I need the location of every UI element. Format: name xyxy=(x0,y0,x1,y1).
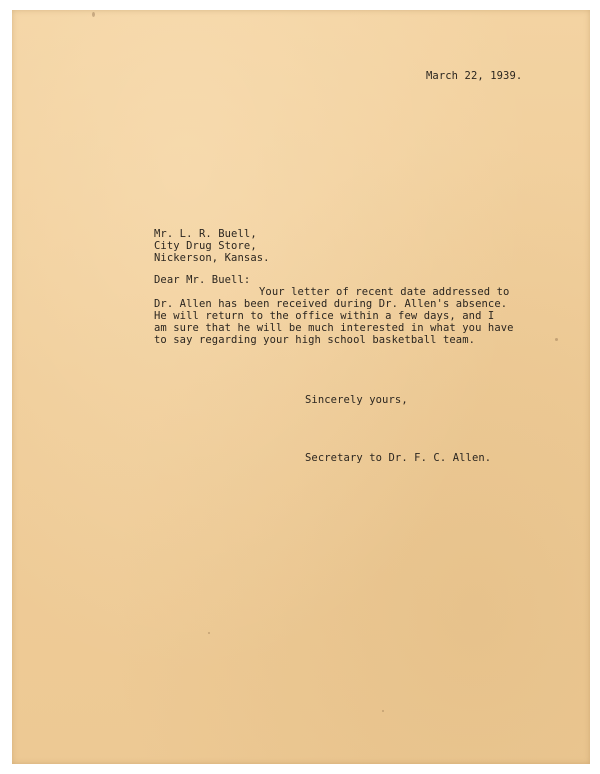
body-line: He will return to the office within a few days, and I xyxy=(154,310,495,322)
signature-line: Secretary to Dr. F. C. Allen. xyxy=(305,452,492,464)
paper-speck xyxy=(208,632,210,634)
closing: Sincerely yours, xyxy=(305,394,408,406)
body-line: Dr. Allen has been received during Dr. Allen's absence. xyxy=(154,298,508,310)
body-line: to say regarding your high school basketball team. xyxy=(154,334,476,346)
paper-speck xyxy=(92,12,95,17)
paper-speck xyxy=(555,338,558,341)
paper-speck xyxy=(382,710,384,712)
body-line: am sure that he will be much interested in what you have xyxy=(154,322,514,334)
recipient-city: Nickerson, Kansas. xyxy=(154,252,270,264)
letter-page xyxy=(12,10,590,764)
body-line: Your letter of recent date addressed to xyxy=(259,286,510,298)
recipient-company: City Drug Store, xyxy=(154,240,257,252)
letter-date: March 22, 1939. xyxy=(426,70,523,82)
recipient-name: Mr. L. R. Buell, xyxy=(154,228,257,240)
salutation: Dear Mr. Buell: xyxy=(154,274,251,286)
